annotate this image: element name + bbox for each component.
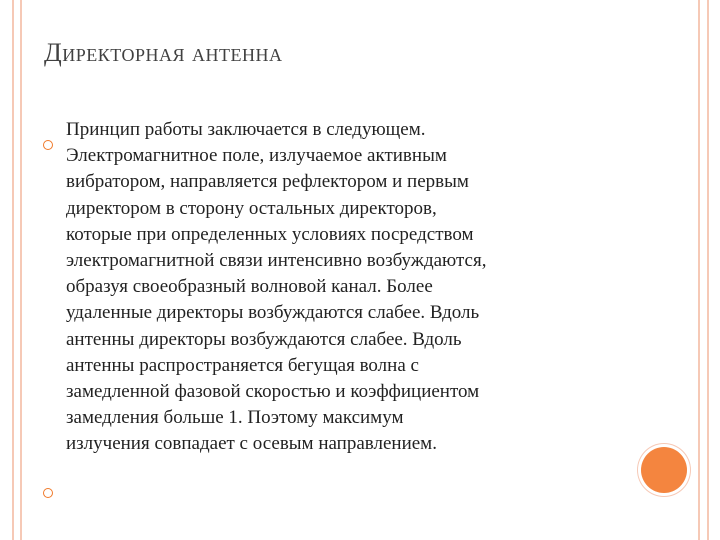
body-paragraph-1: Принцип работы заключается в следующем. Электромагнитное поле, излучаемое активным вибратором, направляется рефлектором и первым директором в сторону остальных директоров, которые при определенных условиях посредством электромагнитной связи интенсивно возбуждаются, образуя своеобразный волновой канал. Более удаленные директоры возбуждаются слабее. Вдоль антенны директоры возбуждаются слабее. Вдоль антенны распространяется бегущая волна с замедленной фазовой скоростью и коэффициентом замедления больше 1. Поэтому максимум излучения совпадает с осевым направлением. <box>66 119 487 455</box>
bullet-circle-icon <box>43 140 53 150</box>
right-frame-line-inner <box>698 0 700 540</box>
left-frame-line-inner <box>20 0 22 540</box>
accent-circle-icon <box>641 447 687 493</box>
bullet-circle-icon <box>43 488 53 498</box>
slide-title: Директорная антенна <box>44 38 283 67</box>
right-frame-line-outer <box>707 0 709 540</box>
left-frame-line-outer <box>12 0 14 540</box>
